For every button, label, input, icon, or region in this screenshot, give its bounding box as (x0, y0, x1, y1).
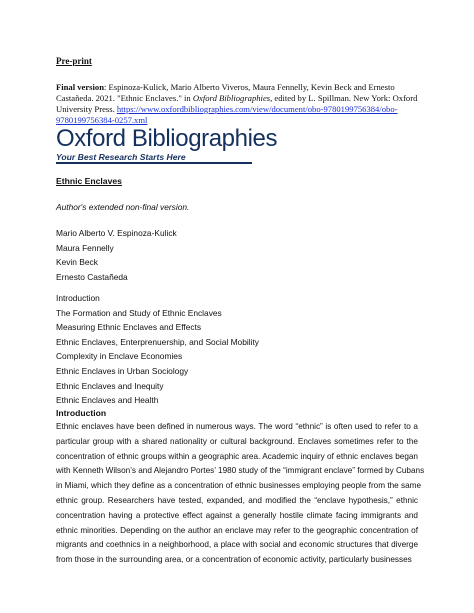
author-name: Ernesto Castañeda (56, 271, 128, 282)
paragraph-line: with Kenneth Wilson’s and Alejandro Portes’ 1980 study of the “immigrant enclave” formed by Cubans (56, 466, 425, 476)
logo-rule (56, 162, 252, 164)
citation-label: Final version (56, 82, 104, 92)
paragraph-line: from those in the surrounding area, or a concentration of economic activity, particularly businesses (56, 555, 412, 565)
intro-heading: Introduction (56, 408, 107, 418)
intro-paragraph (56, 420, 425, 568)
toc-item: Ethnic Enclaves and Inequity (56, 380, 164, 391)
paragraph-line: concentration of ethnic groups within a geographic area. Academic inquiry of ethnic enclaves began (56, 451, 418, 461)
author-name: Mario Alberto V. Espinoza-Kulick (56, 228, 177, 238)
toc-item: Ethnic Enclaves and Health (56, 395, 159, 406)
author-list (56, 226, 177, 284)
author-name: Kevin Beck (56, 257, 98, 267)
paragraph-line: particular group with a shared nationality or cultural background. Enclaves sometimes refer to the (56, 436, 418, 446)
paragraph-line: ethnic group. Researchers have tested, expanded, and modified the “enclave hypothesis,” ethnic (56, 495, 418, 505)
version-note: Author's extended non-final version. (56, 202, 190, 212)
paragraph-line: ethnic minorities. Depending on the author an enclave may refer to the geographic concentration of (56, 525, 418, 535)
paragraph-line: Ethnic enclaves have been defined in numerous ways. The word “ethnic” is often used to refer to a (56, 422, 418, 431)
author-name: Maura Fennelly (56, 242, 114, 253)
toc-item: Complexity in Enclave Economies (56, 351, 183, 362)
preprint-label: Pre-print (56, 56, 92, 66)
paragraph-line: concentration having a protective effect against a generally hostile climate facing immigrants and (56, 510, 418, 520)
article-title: Ethnic Enclaves (56, 176, 122, 186)
toc-item: The Formation and Study of Ethnic Enclaves (56, 307, 222, 318)
oxford-bibliographies-logo (56, 125, 278, 164)
paragraph-line: in Miami, which they define as a concentration of ethnic businesses employing people from the same (56, 481, 421, 491)
citation-publisher: , edited by L. Spillman. New York: Oxford University Press. (56, 93, 418, 114)
citation-block (56, 82, 424, 126)
toc-item: Ethnic Enclaves in Urban Sociology (56, 365, 189, 376)
toc-item: Introduction (56, 293, 100, 303)
toc-item: Ethnic Enclaves, Enterprenuership, and Social Mobility (56, 336, 259, 347)
paragraph-line: migrants and coethnics in a neighborhood, a place with social and economic structures that diverge (56, 540, 418, 550)
toc-item: Measuring Ethnic Enclaves and Effects (56, 322, 202, 333)
logo-wordmark: Oxford Bibliographies (56, 125, 278, 152)
citation-link[interactable]: https://www.oxfordbibliographies.com/view/document/obo-9780199756384/obo-9780199756384-0257.xml (56, 104, 398, 125)
citation-source: Oxford Bibliographies (192, 93, 271, 103)
table-of-contents (56, 291, 259, 408)
citation-authors: : Espinoza-Kulick, Mario Alberto Viveros, Maura Fennelly, Kevin Beck and Ernesto Castañeda. 2021. "Ethnic Enclaves." in (56, 82, 395, 103)
logo-tagline: Your Best Research Starts Here (56, 152, 186, 162)
